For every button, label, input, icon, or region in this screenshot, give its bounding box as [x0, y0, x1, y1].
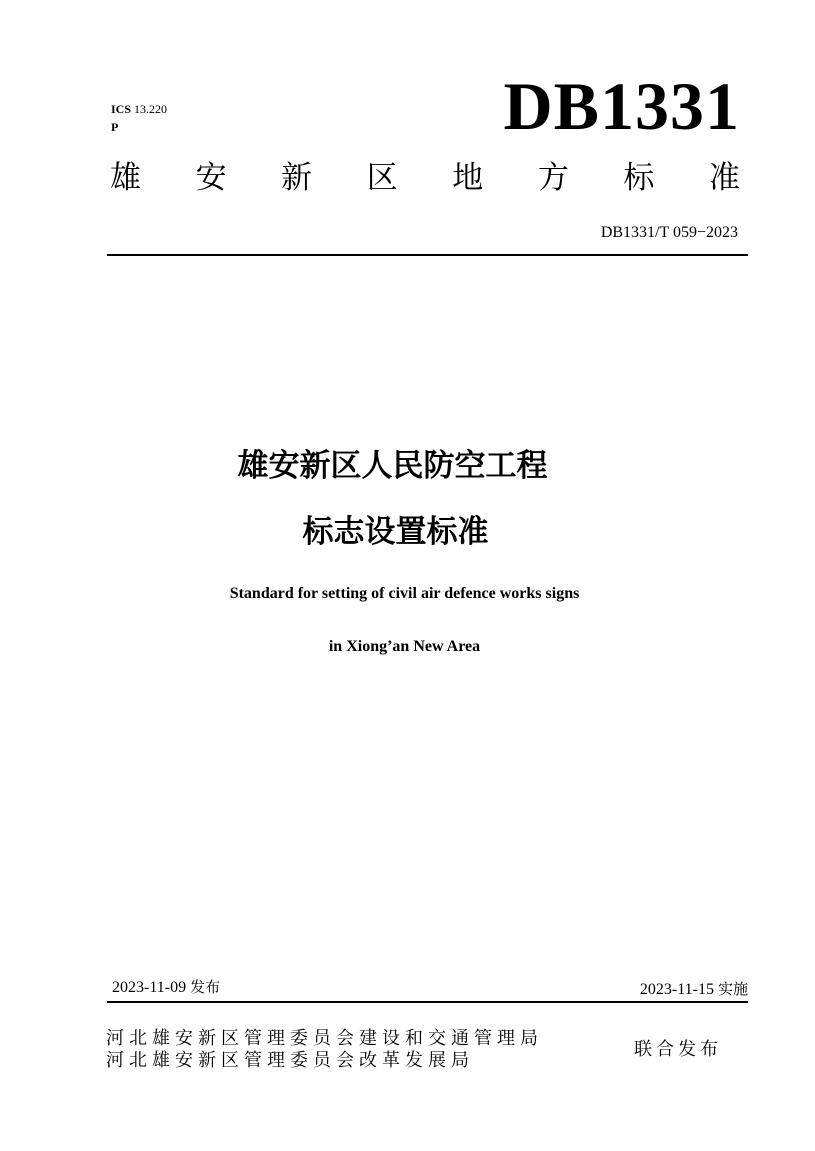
local-standard-char: 方 [537, 160, 569, 196]
local-standard-char: 区 [366, 160, 398, 196]
issue-label: 发布 [190, 978, 221, 996]
title-en-line1: Standard for setting of civil air defence works signs [229, 585, 580, 602]
implement-date-block [640, 979, 748, 1000]
implement-label: 实施 [717, 980, 748, 998]
issue-date: 2023-11-09 [112, 979, 187, 996]
local-standard-char: 地 [452, 160, 484, 196]
issue-date-block [112, 977, 220, 998]
local-standard-char: 准 [708, 160, 740, 196]
local-standard-char: 标 [623, 160, 655, 196]
local-standard-char: 新 [281, 160, 313, 196]
issuer-line2: 河北雄安新区管理委员会改革发展局 [106, 1050, 474, 1071]
implement-date: 2023-11-15 [639, 981, 714, 998]
standard-code: DB1331 [503, 68, 740, 144]
footer-divider [107, 1001, 748, 1003]
local-standard-char: 雄 [110, 160, 141, 196]
ics-label: ICS [111, 102, 132, 116]
local-standard-heading [110, 158, 740, 198]
ics-classification [111, 100, 167, 136]
title-cn-line1: 雄安新区人民防空工程 [237, 448, 548, 484]
issuer-line1: 河北雄安新区管理委员会建设和交通管理局 [106, 1028, 543, 1049]
ics-line [111, 100, 167, 118]
joint-issue-label: 联合发布 [634, 1039, 722, 1060]
title-en-line2: in Xiong’an New Area [328, 638, 481, 655]
ics-number: 13.220 [134, 102, 168, 116]
standard-number: DB1331/T 059−2023 [600, 224, 738, 241]
title-cn-line2: 标志设置标准 [302, 514, 489, 550]
ccs-letter: P [111, 120, 119, 134]
local-standard-char: 安 [195, 160, 227, 196]
header-divider [107, 254, 748, 256]
